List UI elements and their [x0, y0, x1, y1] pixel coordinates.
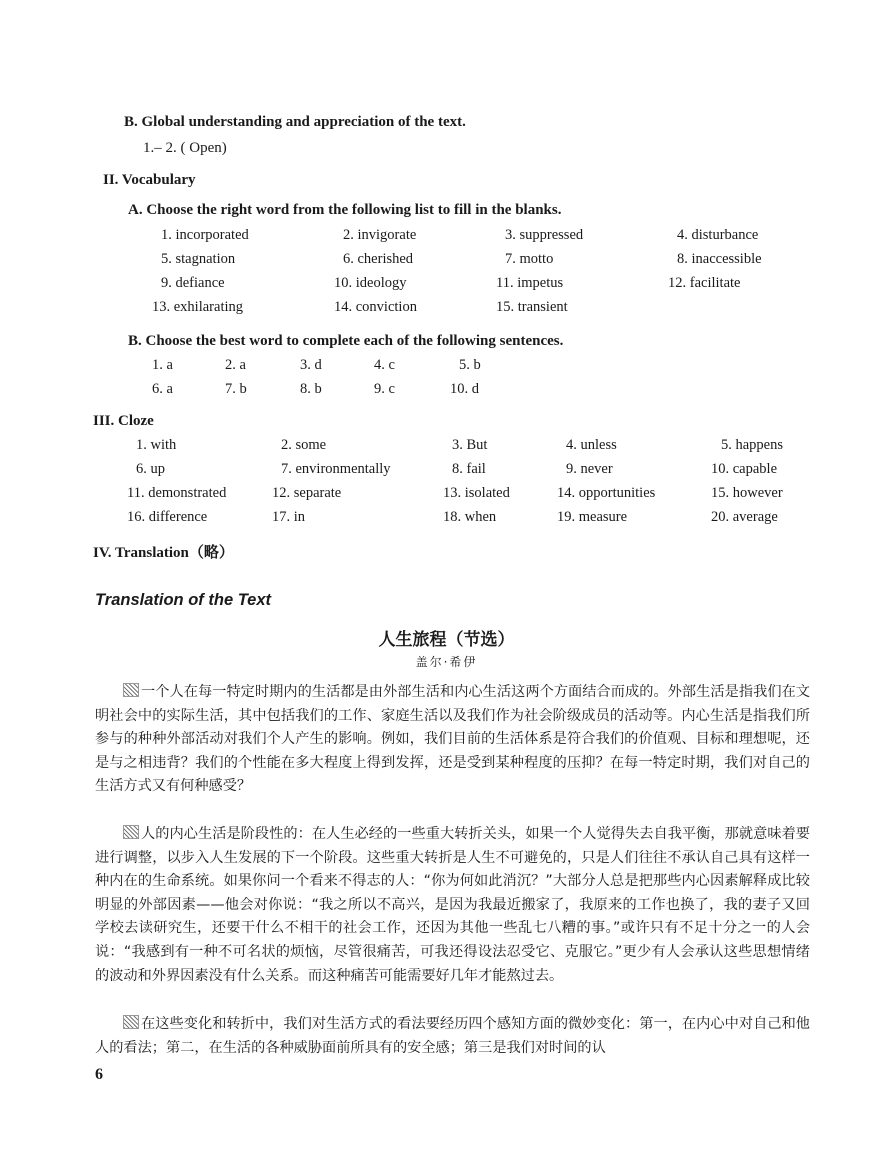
- chinese-article-author: 盖尔·希伊: [415, 655, 478, 669]
- paragraph-marker-icon: [123, 825, 139, 839]
- chinese-article-title: 人生旅程（节选）: [378, 630, 515, 650]
- section-b-global-heading: B. Global understanding and appreciation of the text.: [124, 114, 466, 130]
- vocabulary-heading: II. Vocabulary: [103, 172, 196, 188]
- paragraph-3: 在这些变化和转折中，我们对生活方式的看法要经历四个感知方面的微妙变化：第一，在内心中对自己和他人的看法；第二，在生活的各种威胁面前所具有的安全感；第三是我们对时间的认: [95, 1016, 810, 1056]
- paragraph-marker-icon: [123, 683, 139, 697]
- section-b-global-answer: 1.– 2. ( Open): [143, 140, 227, 156]
- translation-of-text-title: Translation of the Text: [95, 591, 272, 609]
- cloze-heading: III. Cloze: [93, 413, 154, 429]
- paragraph-2: 人的内心生活是阶段性的：在人生必经的一些重大转折关头，如果一个人觉得失去自我平衡，那就意味着要进行调整，以步入人生发展的下一个阶段。这些重大转折是人生不可避免的，只是人们往往不承认自己具有这样一种内在的生命系统。如果你问一个看来不得志的人：“你为何如此消沉？”大部分人总是把那些内心因素解释成比较明显的外部因素——他会对你说：“我之所以不高兴，是因为我最近搬家了，我原来的工作也换了，我的妻子又回学校去读研究生，还要干什么不相干的社会工作，还因为其他一些乱七八糟的事。”或许只有不足十分之一的人会说：“我感到有一种不可名状的烦恼，尽管很痛苦，可我还得设法忍受它、克服它。”更少有人会承认这些思想情绪的波动和外界因素没有什么关系。而这种痛苦可能需要好几年才能熬过去。: [95, 826, 810, 984]
- translation-heading: IV. Translation（略）: [93, 545, 234, 561]
- vocab-part-b-heading: B. Choose the best word to complete each of the following sentences.: [128, 333, 564, 349]
- page-number: 6: [95, 1066, 103, 1083]
- vocab-part-a-heading: A. Choose the right word from the following list to fill in the blanks.: [128, 202, 562, 218]
- paragraph-1: 一个人在每一特定时期内的生活都是由外部生活和内心生活这两个方面结合而成的。外部生活是指我们在文明社会中的实际生活，其中包括我们的工作、家庭生活以及我们作为社会阶级成员的活动等。内心生活是指我们所参与的种种外部活动对我们个人产生的影响。例如，我们目前的生活体系是符合我们的价值观、目标和理想呢，还是与之相违背？我们的个性能在多大程度上得到发挥，还是受到某种程度的压抑？在每一特定时期，我们对自己的生活方式又有何种感受？: [95, 684, 810, 795]
- paragraph-marker-icon: [123, 1015, 139, 1029]
